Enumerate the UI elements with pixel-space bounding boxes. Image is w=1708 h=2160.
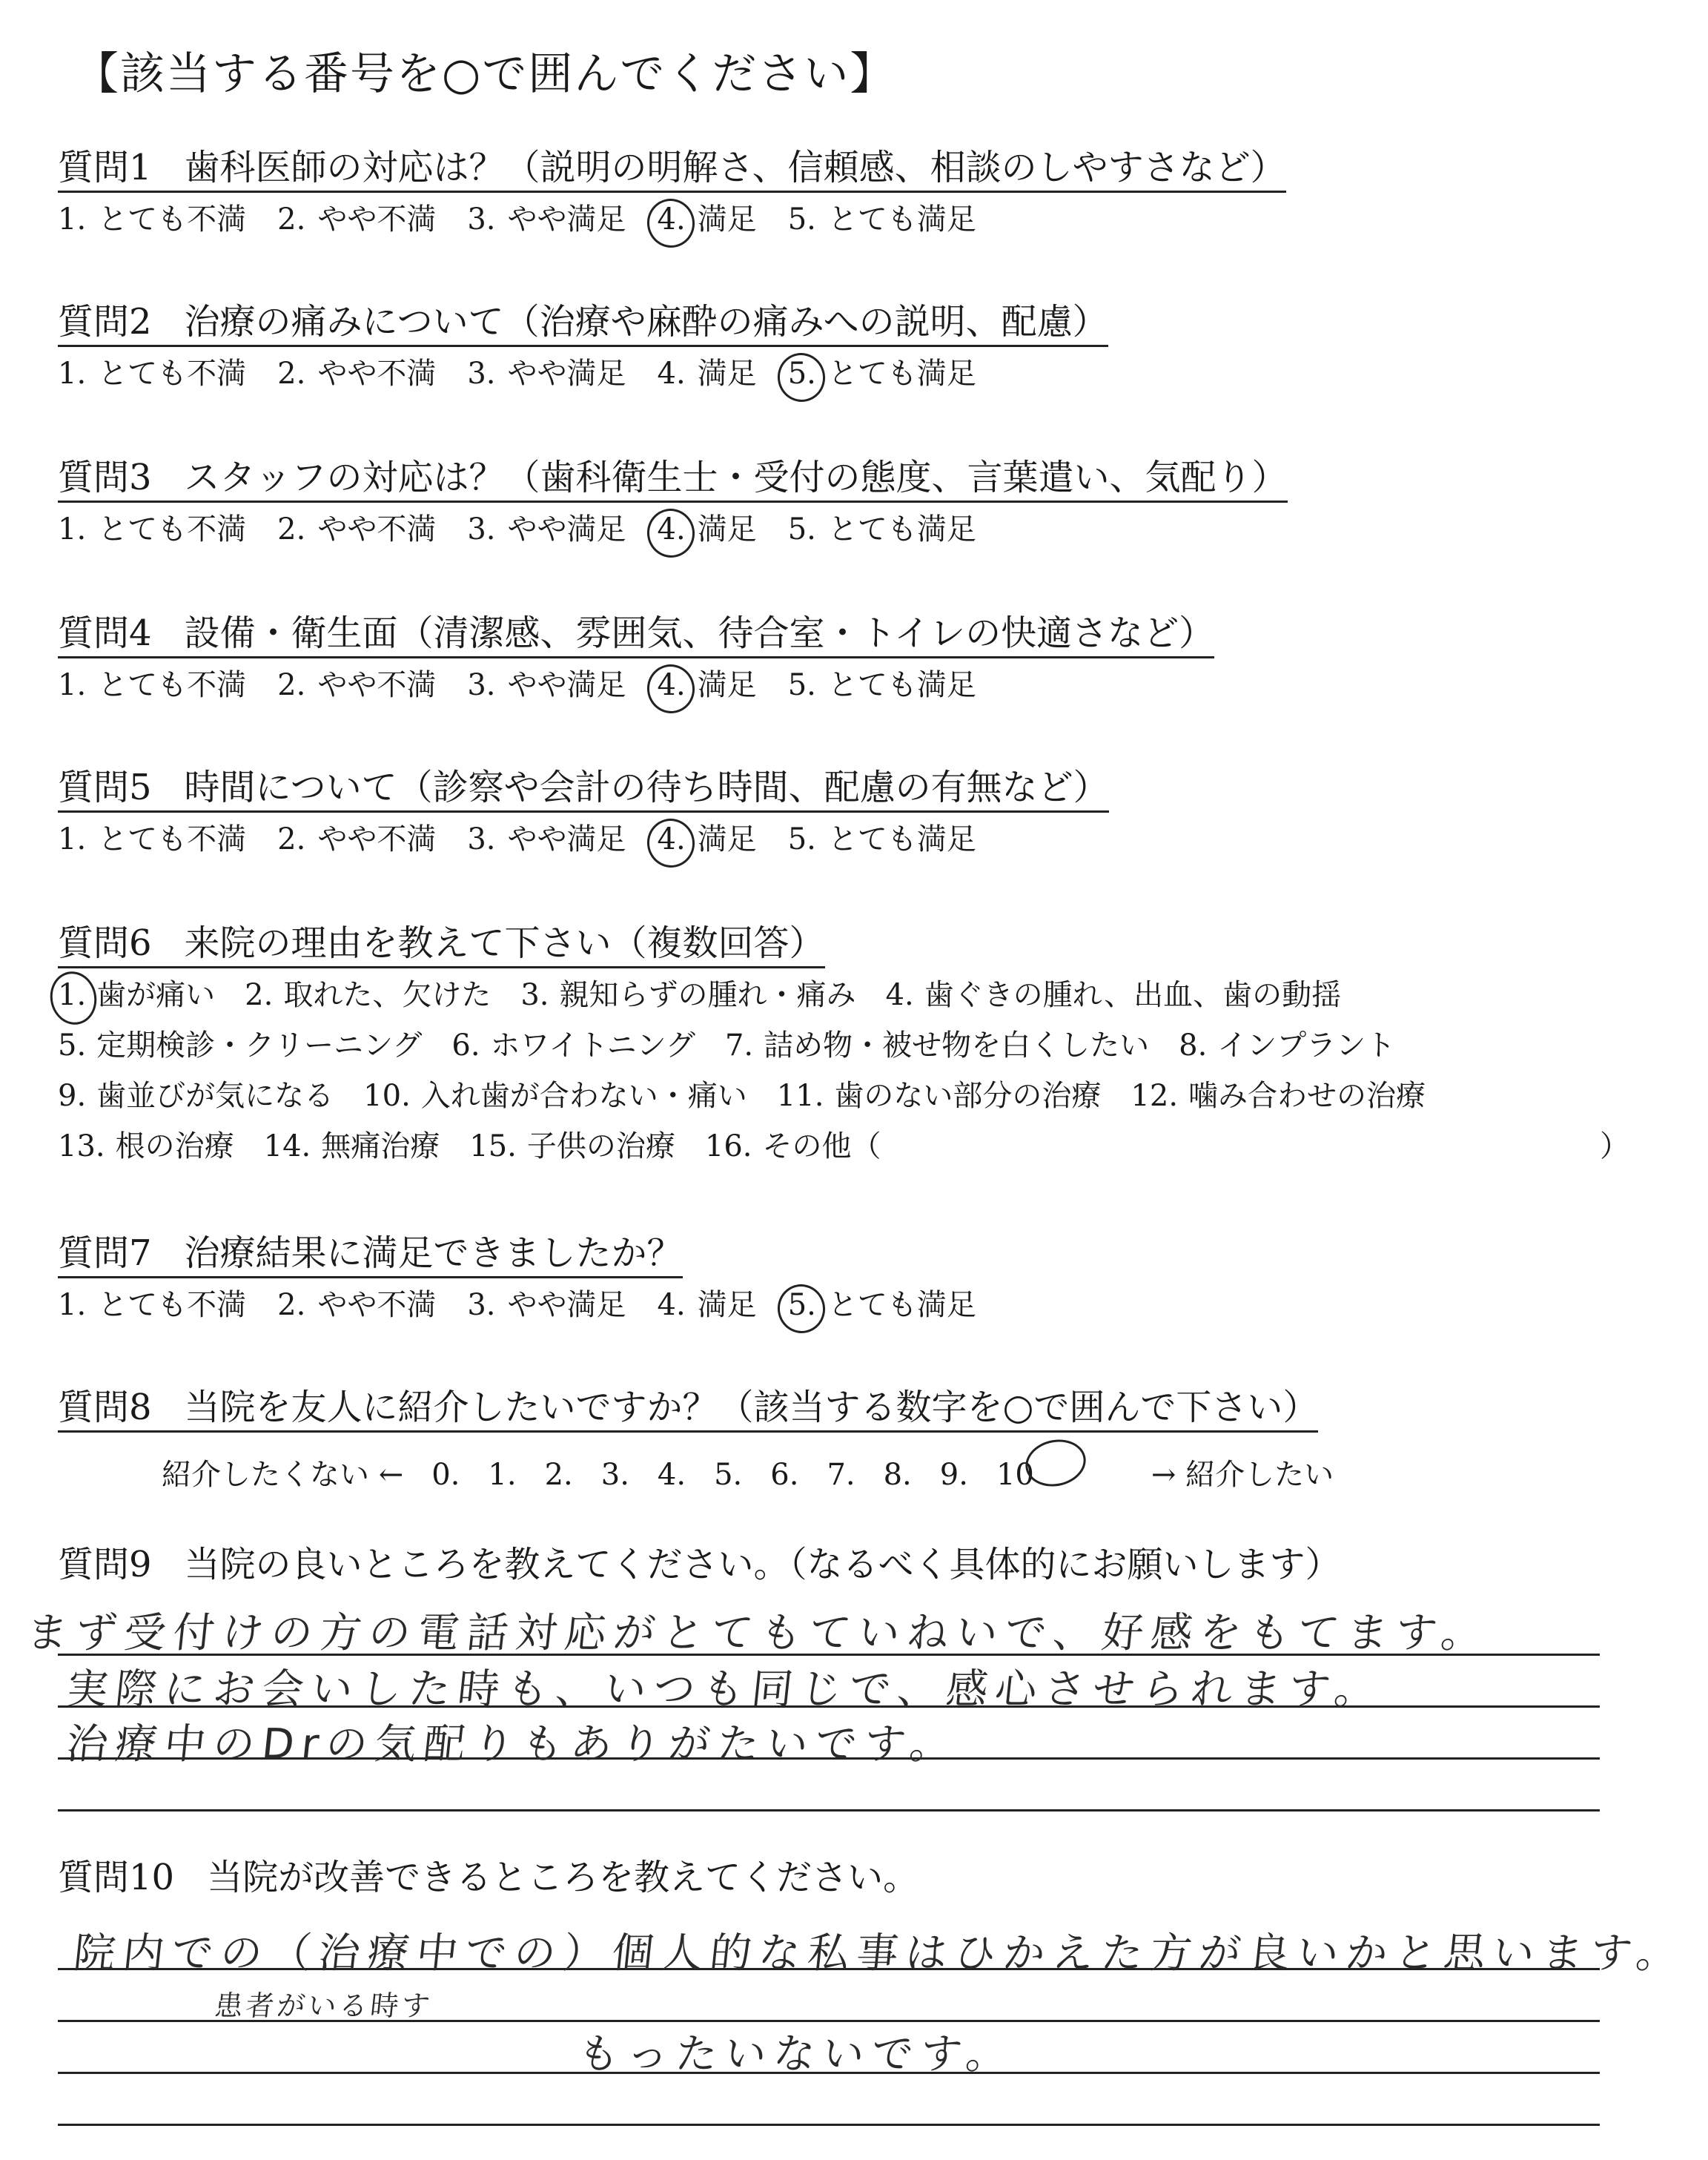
heading-underline (58, 1276, 683, 1278)
option-number: 5. (787, 668, 816, 702)
heading-underline (58, 966, 825, 968)
option-number: 4. (885, 978, 914, 1012)
option-label: やや不満 (317, 668, 437, 702)
option-number: 13. (58, 1129, 105, 1163)
scale-value[interactable]: 5. (714, 1458, 743, 1492)
question-2 (58, 300, 1108, 396)
option-number: 1. (58, 978, 87, 1012)
option-number: 1. (58, 822, 87, 856)
rating-option[interactable] (788, 1283, 976, 1327)
rating-options (58, 351, 1108, 396)
reason-option[interactable] (777, 1071, 1102, 1121)
rating-options (58, 817, 1109, 862)
option-number: 5. (58, 1028, 87, 1063)
option-number: 12. (1131, 1079, 1179, 1113)
question-10 (58, 1855, 918, 1900)
reason-option[interactable] (245, 970, 491, 1020)
option-label: 詰め物・被せ物を白くしたい (764, 1028, 1150, 1063)
question-number: 質問5 (58, 767, 152, 808)
heading-underline (58, 1430, 1318, 1433)
option-number: 11. (776, 1079, 824, 1113)
option-label: 定期検診・クリーニング (96, 1028, 423, 1063)
reason-option[interactable] (58, 1071, 334, 1121)
option-number: 2. (245, 978, 274, 1012)
reason-option[interactable] (705, 1121, 881, 1172)
option-label: とても満足 (827, 202, 976, 237)
question-9-heading (58, 1542, 1341, 1587)
question-3 (58, 455, 1288, 552)
scale-left-label: 紹介したくない ← (162, 1458, 404, 1492)
option-number: 1. (58, 202, 87, 237)
option-number: 3. (467, 668, 496, 702)
option-label: とても不満 (98, 357, 247, 391)
option-label: 満足 (697, 202, 757, 237)
reason-option[interactable] (1179, 1020, 1395, 1071)
option-number: 3. (467, 357, 496, 391)
option-number: 16. (704, 1129, 752, 1163)
option-label: やや満足 (507, 357, 626, 391)
handwritten-answer-line: もったいないです。 (575, 2030, 1018, 2078)
option-number: 4. (657, 822, 686, 856)
rating-option[interactable] (467, 351, 626, 396)
option-label: 親知らずの腫れ・痛み (559, 978, 856, 1012)
option-number: 5. (787, 1288, 816, 1322)
other-close-paren: ） (1600, 1129, 1629, 1163)
handwritten-answer-line: まず受付けの方の電話対応がとてもていねいで、好感をもてます。 (24, 1609, 1493, 1657)
rating-options (58, 1283, 1007, 1327)
option-label: 満足 (697, 668, 757, 702)
option-number: 1. (58, 1288, 87, 1322)
scale-value[interactable]: 1. (488, 1458, 517, 1492)
rating-options (58, 663, 1214, 707)
option-number: 2. (277, 1288, 306, 1322)
question-number: 質問10 (58, 1857, 175, 1898)
option-label: その他（ (762, 1129, 881, 1163)
rating-option[interactable] (58, 351, 246, 396)
heading-underline (58, 345, 1108, 347)
option-label: 子供の治療 (526, 1129, 675, 1163)
option-number: 4. (657, 668, 686, 702)
option-label: 歯並びが気になる (96, 1079, 334, 1113)
scale-value[interactable]: 2. (544, 1458, 573, 1492)
rating-option[interactable] (467, 663, 626, 707)
rating-option[interactable] (58, 817, 246, 862)
reason-row (58, 1020, 1455, 1071)
scale-value[interactable]: 6. (770, 1458, 799, 1492)
scale-value[interactable]: 0. (431, 1458, 460, 1492)
option-number: 15. (469, 1129, 517, 1163)
question-text: 当院が改善できるところを教えてください。 (207, 1857, 919, 1898)
option-label: インプラント (1217, 1028, 1396, 1063)
rating-option[interactable] (467, 197, 626, 242)
hand-drawn-circle (642, 660, 698, 718)
question-7-heading (58, 1231, 683, 1275)
rating-option[interactable] (277, 197, 436, 242)
option-number: 5. (787, 822, 816, 856)
option-number: 7. (724, 1028, 754, 1063)
option-number: 4. (657, 1288, 686, 1322)
reason-row (58, 1071, 1455, 1121)
question-number: 質問6 (58, 922, 152, 964)
option-label: やや満足 (507, 668, 626, 702)
option-number: 3. (520, 978, 549, 1012)
rating-option[interactable] (277, 507, 436, 552)
answer-line (58, 2124, 1600, 2126)
scale-value[interactable]: 10 (996, 1439, 1123, 1497)
option-label: 無痛治療 (321, 1129, 440, 1163)
option-number: 3. (467, 512, 496, 546)
question-1 (58, 145, 1286, 242)
rating-options (58, 507, 1288, 552)
option-label: とても不満 (98, 668, 247, 702)
question-6 (58, 921, 1629, 1172)
question-text: 歯科医師の対応は？（説明の明解さ、信頼感、相談のしやすさなど） (184, 147, 1286, 188)
option-number: 4. (657, 357, 686, 391)
hand-drawn-circle (773, 1280, 830, 1338)
option-number: 2. (277, 668, 306, 702)
option-label: やや不満 (317, 822, 437, 856)
question-6-heading (58, 921, 825, 965)
hand-drawn-circle (642, 814, 698, 872)
option-number: 1. (58, 357, 87, 391)
rating-option[interactable] (277, 1283, 436, 1327)
rating-option[interactable] (277, 351, 436, 396)
option-label: 根の治療 (115, 1129, 234, 1163)
option-number: 3. (467, 1288, 496, 1322)
answer-line (58, 1809, 1600, 1811)
scale-value[interactable]: 9. (939, 1458, 968, 1492)
option-number: 3. (467, 822, 496, 856)
rating-option[interactable] (658, 663, 757, 707)
heading-underline (58, 656, 1214, 658)
option-label: 歯が痛い (96, 978, 216, 1012)
handwritten-insertion: 患者がいる時す (213, 1989, 434, 2022)
rating-option[interactable] (658, 1283, 757, 1327)
rating-option[interactable] (788, 351, 976, 396)
option-label: 満足 (697, 1288, 757, 1322)
reason-option[interactable] (363, 1071, 747, 1121)
option-number: 2. (277, 202, 306, 237)
question-text: 時間について（診察や会計の待ち時間、配慮の有無など） (184, 767, 1109, 808)
hand-drawn-circle (1021, 1434, 1090, 1492)
option-number: 6. (451, 1028, 480, 1063)
handwritten-answer-line: 実際にお会いした時も、いつも同じで、感心させられます。 (64, 1665, 1386, 1714)
option-label: やや満足 (507, 1288, 626, 1322)
question-3-heading (58, 455, 1288, 500)
question-8 (58, 1385, 1362, 1497)
scale-value[interactable]: 8. (883, 1458, 912, 1492)
rating-option[interactable] (658, 351, 757, 396)
page-title: 【該当する番号を○で囲んでください】 (74, 48, 896, 100)
question-8-heading (58, 1385, 1318, 1430)
option-number: 1. (58, 668, 87, 702)
hand-drawn-circle (642, 194, 698, 252)
reason-option[interactable] (725, 1020, 1149, 1071)
question-text: 当院を友人に紹介したいですか？（該当する数字を○で囲んで下さい） (184, 1387, 1319, 1428)
reason-option[interactable] (520, 970, 855, 1020)
rating-option[interactable] (788, 817, 976, 862)
scale-right-label: → 紹介したい (1151, 1458, 1334, 1492)
option-label: とても不満 (98, 512, 247, 546)
handwritten-answer-line: 院内での（治療中での）個人的な私事はひかえた方が良いかと思います。 (71, 1929, 1688, 1978)
reason-option[interactable] (886, 970, 1342, 1020)
question-text: スタッフの対応は？（歯科衛生士・受付の態度、言葉遣い、気配り） (184, 457, 1288, 498)
reason-option[interactable] (469, 1121, 675, 1172)
rating-option[interactable] (467, 817, 626, 862)
option-label: 歯のない部分の治療 (834, 1079, 1102, 1113)
rating-option[interactable] (58, 1283, 246, 1327)
rating-options (58, 197, 1286, 242)
rating-option[interactable] (658, 197, 757, 242)
option-label: やや満足 (507, 202, 626, 237)
hand-drawn-circle (773, 349, 830, 406)
handwritten-answer-line: 治療中のDrの気配りもありがたいです。 (64, 1720, 961, 1768)
rating-option[interactable] (658, 507, 757, 552)
question-text: 治療の痛みについて（治療や麻酔の痛みへの説明、配慮） (184, 301, 1108, 343)
rating-option[interactable] (277, 663, 436, 707)
rating-option[interactable] (58, 663, 246, 707)
question-number: 質問7 (58, 1232, 152, 1274)
reason-option[interactable] (264, 1121, 440, 1172)
option-label: やや不満 (317, 357, 437, 391)
rating-option[interactable] (467, 1283, 626, 1327)
option-label: とても不満 (98, 202, 247, 237)
heading-underline (58, 501, 1288, 503)
question-7 (58, 1231, 1007, 1327)
question-text: 設備・衛生面（清潔感、雰囲気、待合室・トイレの快適さなど） (184, 612, 1215, 654)
question-number: 質問4 (58, 612, 152, 654)
rating-option[interactable] (58, 197, 246, 242)
heading-underline (58, 191, 1286, 193)
option-label: とても不満 (98, 822, 247, 856)
option-number: 5. (787, 202, 816, 237)
recommend-scale (162, 1439, 1362, 1497)
question-number: 質問3 (58, 457, 152, 498)
option-label: 満足 (697, 822, 757, 856)
reason-option[interactable] (1131, 1071, 1426, 1121)
option-label: 噛み合わせの治療 (1188, 1079, 1426, 1113)
scale-value[interactable]: 4. (657, 1458, 686, 1492)
option-number: 2. (277, 822, 306, 856)
option-number: 8. (1179, 1028, 1208, 1063)
reason-options-grid (58, 970, 1629, 1172)
question-5-heading (58, 765, 1109, 810)
option-label: とても満足 (827, 822, 976, 856)
question-4-heading (58, 611, 1214, 655)
option-number: 10. (363, 1079, 411, 1113)
option-label: とても満足 (827, 668, 976, 702)
option-number: 2. (277, 357, 306, 391)
hand-drawn-circle (642, 504, 698, 562)
rating-option[interactable] (788, 663, 976, 707)
option-number: 3. (467, 202, 496, 237)
option-number: 9. (58, 1079, 87, 1113)
option-label: やや満足 (507, 512, 626, 546)
reason-option[interactable] (58, 1020, 422, 1071)
option-label: とても満足 (827, 512, 976, 546)
option-label: 入れ歯が合わない・痛い (420, 1079, 747, 1113)
rating-option[interactable] (277, 817, 436, 862)
option-label: 歯ぐきの腫れ、出血、歯の動揺 (924, 978, 1342, 1012)
question-2-heading (58, 300, 1108, 344)
question-number: 質問9 (58, 1544, 152, 1585)
option-label: 取れた、欠けた (283, 978, 491, 1012)
option-label: やや不満 (317, 1288, 437, 1322)
option-number: 1. (58, 512, 87, 546)
option-number: 4. (657, 512, 686, 546)
option-label: 満足 (697, 357, 757, 391)
rating-option[interactable] (658, 817, 757, 862)
reason-option[interactable] (58, 1121, 234, 1172)
question-number: 質問2 (58, 301, 152, 343)
question-text: 来院の理由を教えて下さい（複数回答） (184, 922, 825, 964)
option-label: とても満足 (827, 1288, 976, 1322)
heading-underline (58, 810, 1109, 813)
scale-value[interactable]: 7. (827, 1458, 855, 1492)
question-text: 治療結果に満足できましたか？ (184, 1232, 683, 1274)
rating-option[interactable] (58, 507, 246, 552)
option-number: 14. (263, 1129, 311, 1163)
option-number: 5. (787, 357, 816, 391)
option-number: 5. (787, 512, 816, 546)
question-5 (58, 765, 1109, 862)
rating-option[interactable] (788, 507, 976, 552)
option-number: 2. (277, 512, 306, 546)
question-9 (58, 1542, 1341, 1587)
option-label: とても不満 (98, 1288, 247, 1322)
rating-option[interactable] (467, 507, 626, 552)
question-number: 質問1 (58, 147, 152, 188)
option-label: やや不満 (317, 202, 437, 237)
reason-option[interactable] (451, 1020, 695, 1071)
reason-option[interactable] (58, 970, 215, 1020)
option-label: やや不満 (317, 512, 437, 546)
reason-row (58, 970, 1455, 1020)
option-label: やや満足 (507, 822, 626, 856)
question-4 (58, 611, 1214, 707)
question-number: 質問8 (58, 1387, 152, 1428)
question-1-heading (58, 145, 1286, 190)
option-label: 満足 (697, 512, 757, 546)
option-label: とても満足 (827, 357, 976, 391)
reason-row (58, 1121, 1629, 1172)
question-10-heading (58, 1855, 918, 1900)
question-text: 当院の良いところを教えてください。（なるべく具体的にお願いします） (184, 1544, 1341, 1585)
option-number: 4. (657, 202, 686, 237)
rating-option[interactable] (788, 197, 976, 242)
scale-value[interactable]: 3. (600, 1458, 629, 1492)
option-label: ホワイトニング (490, 1028, 695, 1063)
